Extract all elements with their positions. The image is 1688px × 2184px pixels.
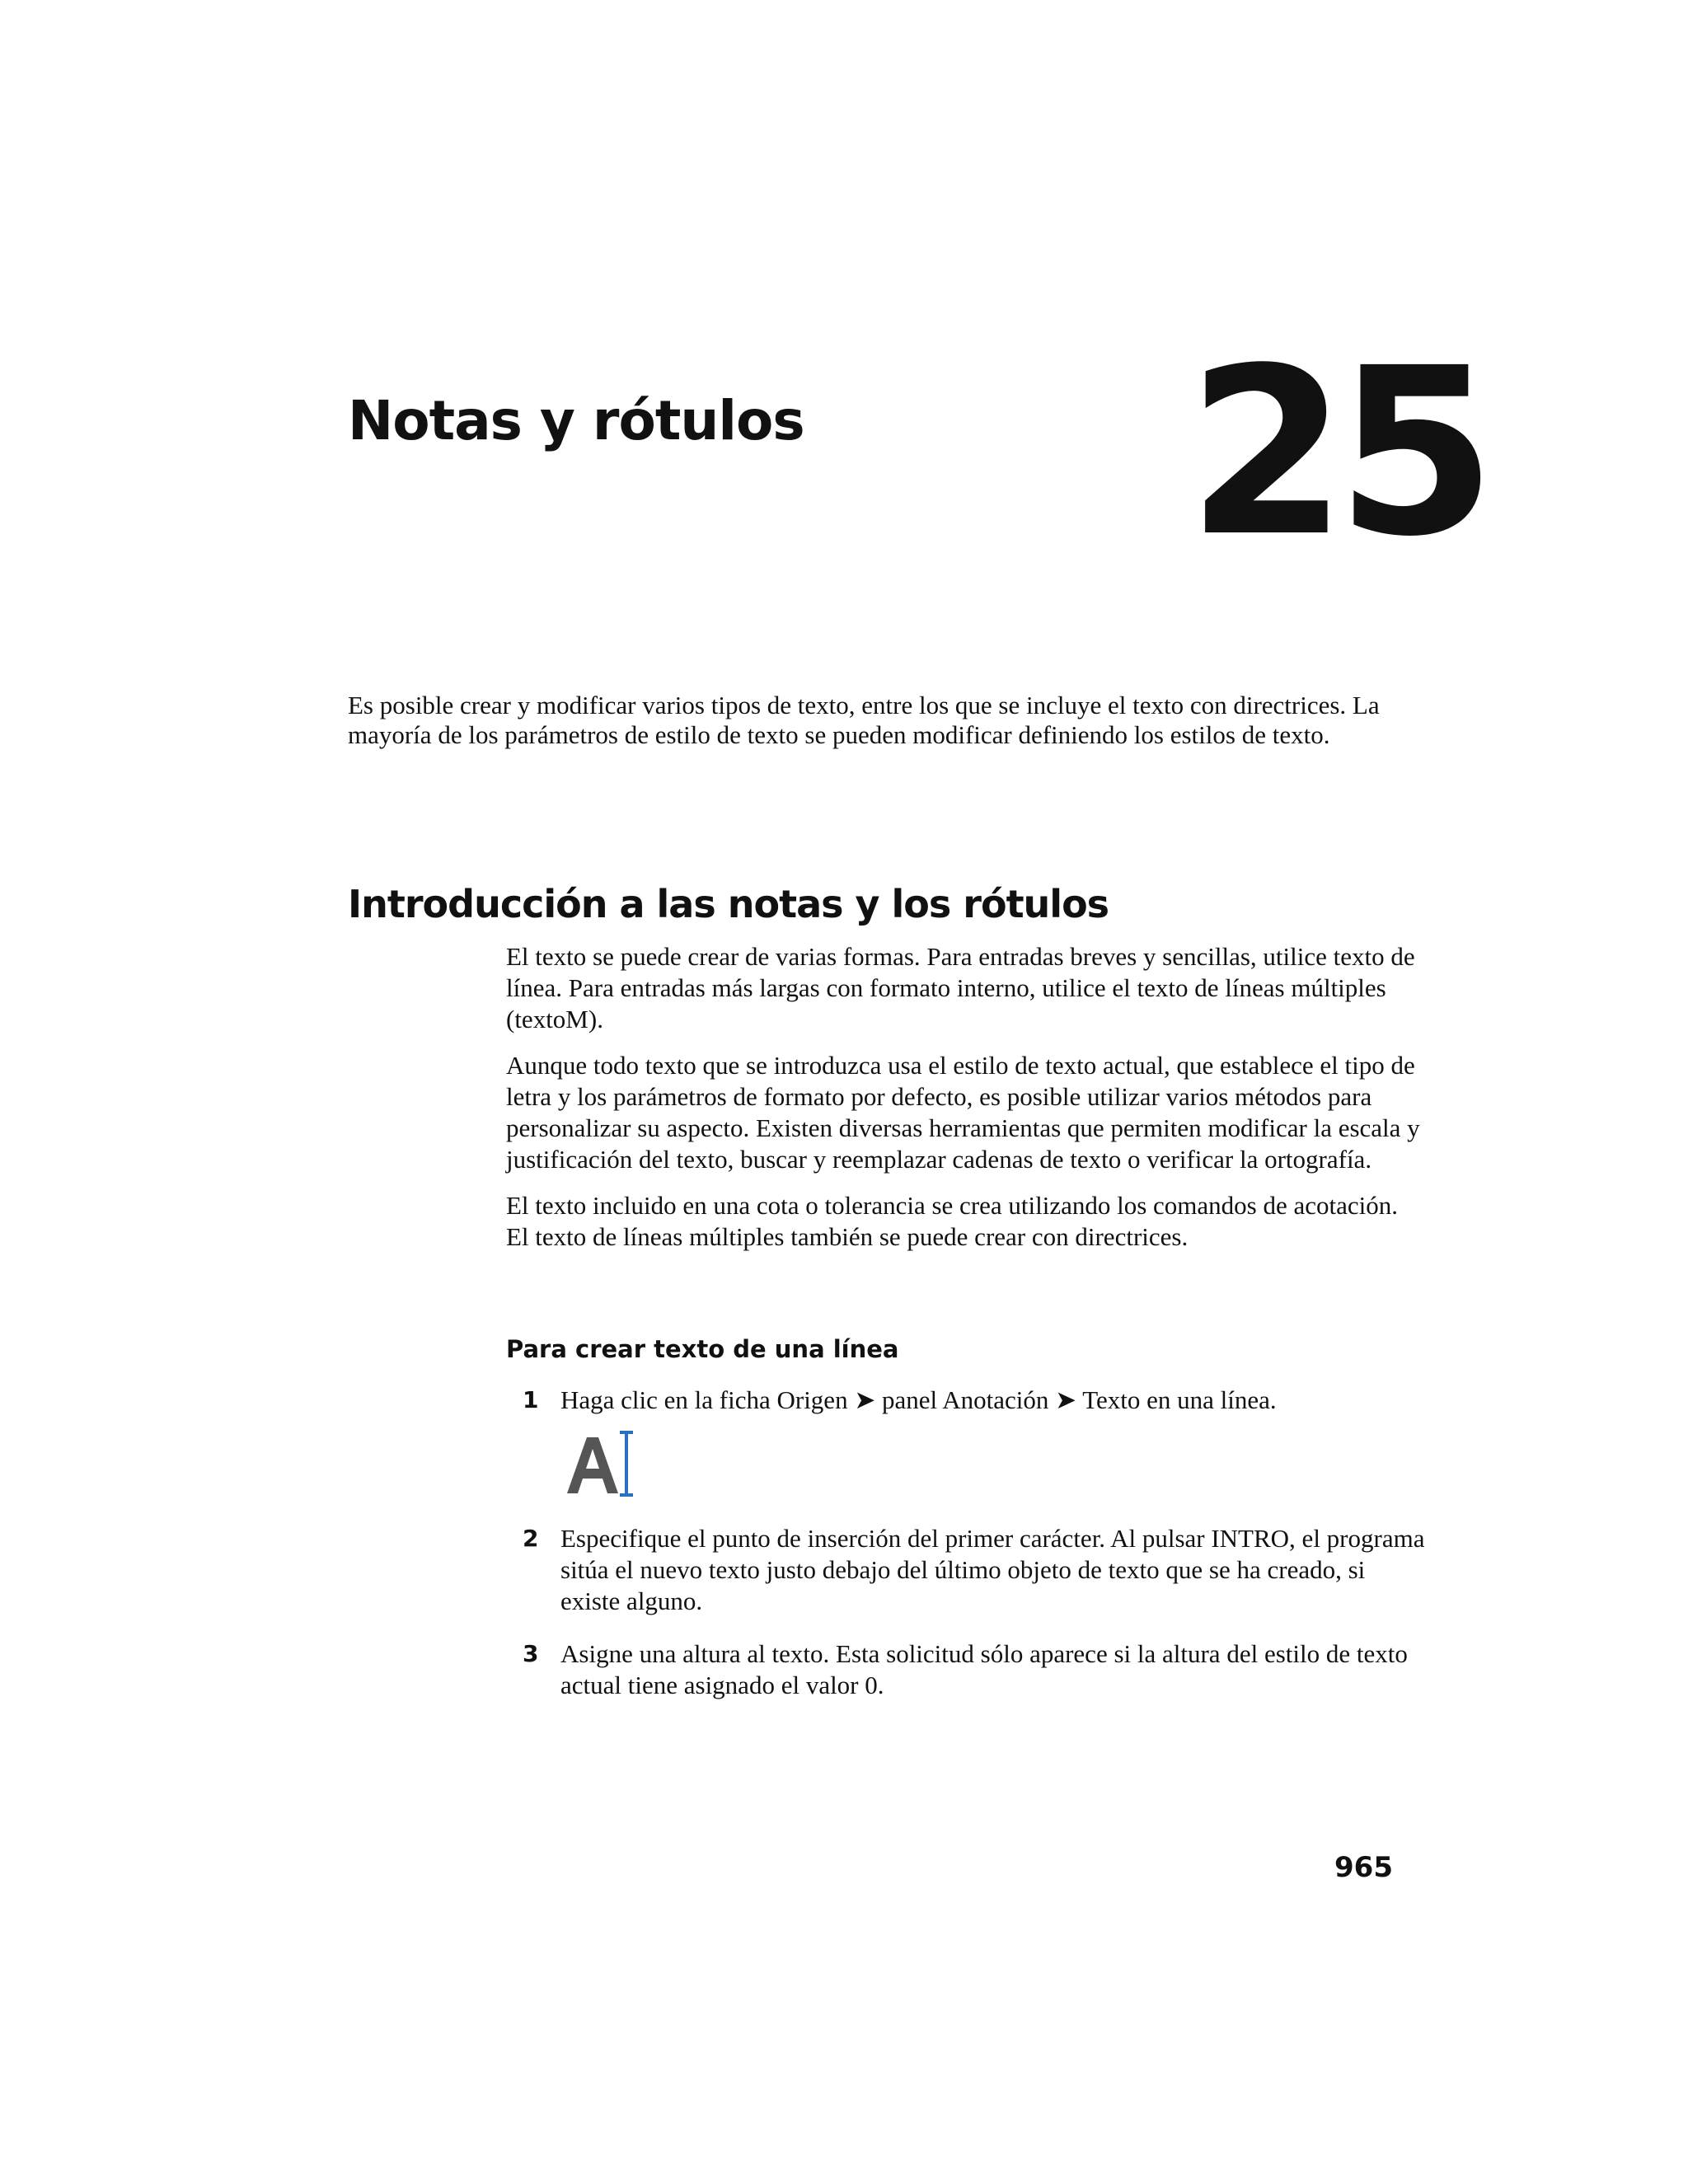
section-heading: Introducción a las notas y los rótulos bbox=[348, 882, 1109, 926]
body-paragraph: Aunque todo texto que se introduzca usa el estilo de texto actual, que establece el tipo de letra y los parámetros de formato por defecto, es posible utilizar varios métodos para personalizar su aspecto. Existen diversas herramientas que permiten modificar la escala y justificación del texto, buscar y reemplazar cadenas de texto o verificar la ortografía. bbox=[506, 1051, 1420, 1174]
chapter-title: Notas y rótulos bbox=[348, 389, 804, 452]
step-text: Asigne una altura al texto. Esta solicitud sólo aparece si la altura del estilo de texto actual tiene asignado el valor 0. bbox=[560, 1639, 1408, 1699]
body-paragraph: El texto se puede crear de varias formas. Para entradas breves y sencillas, utilice texto de línea. Para entradas más largas con formato interno, utilice el texto de líneas múltiples (textoM). bbox=[506, 942, 1415, 1033]
step-number: 1 bbox=[523, 1386, 539, 1413]
section-body bbox=[506, 941, 1421, 1268]
step-text: Especifique el punto de inserción del primer carácter. Al pulsar INTRO, el programa sitúa el nuevo texto justo debajo del último objeto de texto que se ha creado, si existe alguno. bbox=[560, 1524, 1425, 1615]
intro-paragraph: Es posible crear y modificar varios tipos de texto, entre los que se incluye el texto con directrices. La mayoría de los parámetros de estilo de texto se pueden modificar definiendo los estilos de texto. bbox=[348, 691, 1380, 749]
chapter-number: 25 bbox=[1187, 319, 1485, 588]
step-number: 2 bbox=[523, 1525, 539, 1552]
single-line-text-icon bbox=[564, 1426, 638, 1500]
procedure-heading: Para crear texto de una línea bbox=[506, 1335, 899, 1363]
page-number: 965 bbox=[1334, 1851, 1393, 1884]
step-text: Haga clic en la ficha Origen ➤ panel Anotación ➤ Texto en una línea. bbox=[560, 1385, 1277, 1414]
step-number: 3 bbox=[523, 1640, 539, 1667]
body-paragraph: El texto incluido en una cota o tolerancia se crea utilizando los comandos de acotación. El texto de líneas múltiples también se puede crear con directrices. bbox=[506, 1191, 1399, 1251]
